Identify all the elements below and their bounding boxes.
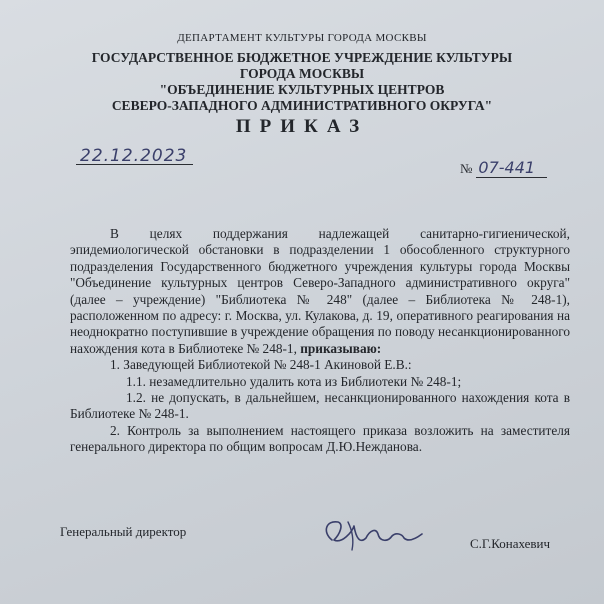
item-2: 2. Контроль за выполнением настоящего приказа возложить на заместителя генерального директора по общим вопросам Д.Ю.Нежданова. bbox=[70, 422, 570, 455]
order-date: 22.12.2023 bbox=[80, 146, 188, 166]
item-1: 1. Заведующей Библиотекой № 248-1 Акиновой Е.В.: bbox=[110, 357, 412, 373]
department-name: ДЕПАРТАМЕНТ КУЛЬТУРЫ ГОРОДА МОСКВЫ bbox=[177, 32, 427, 44]
order-number-field bbox=[460, 158, 547, 178]
order-verb: приказываю: bbox=[300, 340, 382, 356]
org-line-1: ГОСУДАРСТВЕННОЕ БЮДЖЕТНОЕ УЧРЕЖДЕНИЕ КУЛЬТУРЫ bbox=[91, 50, 513, 65]
preamble-paragraph bbox=[70, 226, 570, 357]
org-line-4: СЕВЕРО-ЗАПАДНОГО АДМИНИСТРАТИВНОГО ОКРУГА" bbox=[111, 98, 493, 113]
preamble-text: В целях поддержания надлежащей санитарно-гигиенической, эпидемиологической обстановки в подразделении 1 обособленного структурного подразделения Государственного бюджетного учреждения культуры города Москвы "Объединение культурных центров Северо-Западного административного округа" (далее – учреждение) "Библиотека № 248" (далее – Библиотека № 248-1), расположенном по адресу: г. Москва, ул. Кулакова, д. 19, оперативного реагирования на неоднократно поступившие в учреждение обращения по поводу несанкционированного нахождения кота в Библиотеке № 248-1, bbox=[70, 226, 570, 356]
item-1-1: 1.1. незамедлительно удалить кота из Библиотеки № 248-1; bbox=[126, 373, 462, 389]
signature-block bbox=[0, 522, 604, 562]
organization-header bbox=[0, 50, 604, 114]
org-line-3: "ОБЪЕДИНЕНИЕ КУЛЬТУРНЫХ ЦЕНТРОВ bbox=[159, 82, 445, 97]
handwritten-signature bbox=[318, 510, 428, 558]
order-number: 07-441 bbox=[476, 158, 547, 178]
number-sign: № bbox=[460, 161, 473, 176]
signer-name: С.Г.Конахевич bbox=[470, 536, 551, 551]
org-line-2: ГОРОДА МОСКВЫ bbox=[239, 66, 365, 81]
document-title: ПРИКАЗ bbox=[235, 116, 369, 137]
item-1-2: 1.2. не допускать, в дальнейшем, несанкционированного нахождения кота в Библиотеке № 248-1. bbox=[70, 390, 570, 422]
signer-role: Генеральный директор bbox=[60, 524, 187, 539]
order-body bbox=[70, 226, 570, 456]
